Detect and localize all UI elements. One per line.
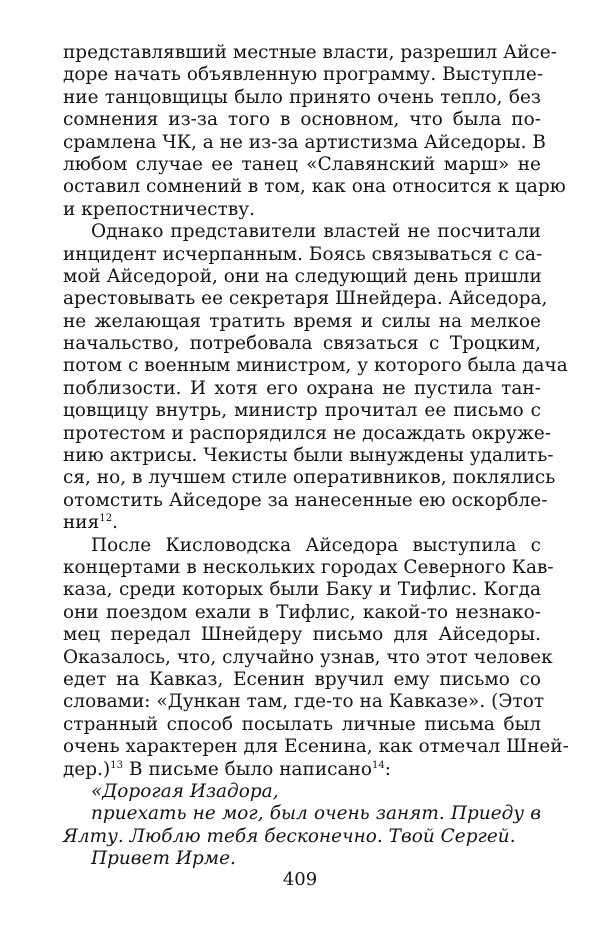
text-line: После Кисловодска Айседора выступила с xyxy=(91,534,541,556)
text-line: представлявший местные власти, разрешил Айсе- xyxy=(63,42,557,63)
text-line: концертами в нескольких городах Северного Кав- xyxy=(63,556,554,578)
text-line: ния$^{12}$. xyxy=(63,512,119,534)
text-line: срамлена ЧК, а не из-за артистизма Айседоры. В xyxy=(63,131,546,153)
text-line: словами: «Дункан там, где-то на Кавказе». (Этот xyxy=(63,691,545,713)
text-line: Однако представители властей не посчитали xyxy=(91,221,541,243)
page-number: 409 xyxy=(282,869,318,890)
footnote-ref: 13 xyxy=(110,759,124,771)
text-line: Оказалось, что, случайно узнав, что этот человек xyxy=(63,646,553,668)
quote-line: приехать не мог, был очень занят. Приеду в xyxy=(91,803,541,825)
quote-line: «Дорогая Изадора, xyxy=(91,780,279,802)
text-line: доре начать объявленную программу. Выступле- xyxy=(63,64,544,86)
quote-line: Привет Ирме. xyxy=(91,848,236,870)
text-line: арестовывать ее секретаря Шнейдера. Айседора, xyxy=(63,288,548,310)
text-fragment: : xyxy=(384,758,392,780)
text-line: нию актрисы. Чекисты были вынуждены удалить- xyxy=(63,445,554,467)
text-line: мой Айседорой, они на следующий день пришли xyxy=(63,265,542,287)
text-line: странный способ посылать личные письма был xyxy=(63,713,541,735)
text-line: оставил сомнений в том, как она относится к царю xyxy=(63,176,566,198)
text-line: едет на Кавказ, Есенин вручил ему письмо со xyxy=(63,668,541,690)
text-line: начальство, потребовала связаться с Троцким, xyxy=(63,333,541,355)
text-line: очень характерен для Есенина, как отмечал Шней- xyxy=(63,736,569,758)
text-line: они поездом ехали в Тифлис, какой-то незнако- xyxy=(63,601,541,623)
text-line: протестом и распорядился не досаждать окруже- xyxy=(63,422,552,444)
text-fragment: дер.) xyxy=(63,758,111,780)
text-line: инцидент исчерпанным. Боясь связываться с са- xyxy=(63,243,543,265)
text-line: не желающая тратить время и силы на мелкое xyxy=(63,310,541,332)
document-page xyxy=(63,42,569,870)
quote-line: Ялту. Люблю тебя бесконечно. Твой Сергей. xyxy=(63,825,516,847)
text-line xyxy=(63,759,541,781)
text-line: отомстить Айседоре за нанесенные ею оскорбле- xyxy=(63,489,548,511)
text-line: и крепостничеству. xyxy=(63,198,256,220)
text-fragment: ния xyxy=(63,512,100,534)
text-fragment: В письме было написано xyxy=(123,758,372,780)
text-line: цовщицу внутрь, министр прочитал ее письмо с xyxy=(63,400,541,422)
text-line: поблизости. И хотя его охрана не пустила тан- xyxy=(63,377,541,399)
text-line: ние танцовщицы было принято очень тепло, без xyxy=(63,86,541,108)
footnote-ref: 14 xyxy=(371,759,385,771)
text-line: любом случае ее танец «Славянский марш» не xyxy=(63,153,541,175)
text-line: сомнения из-за того в основном, что была по- xyxy=(63,109,541,131)
text-line: мец передал Шнейдеру письмо для Айседоры. xyxy=(63,624,541,646)
text-line: ся, но, в лучшем стиле оперативников, поклялись xyxy=(63,467,556,489)
text-line: потом с военным министром, у которого была дача xyxy=(63,355,568,377)
footnote-ref: 12 xyxy=(99,513,113,525)
text-line: каза, среди которых были Баку и Тифлис. Когда xyxy=(63,579,541,601)
